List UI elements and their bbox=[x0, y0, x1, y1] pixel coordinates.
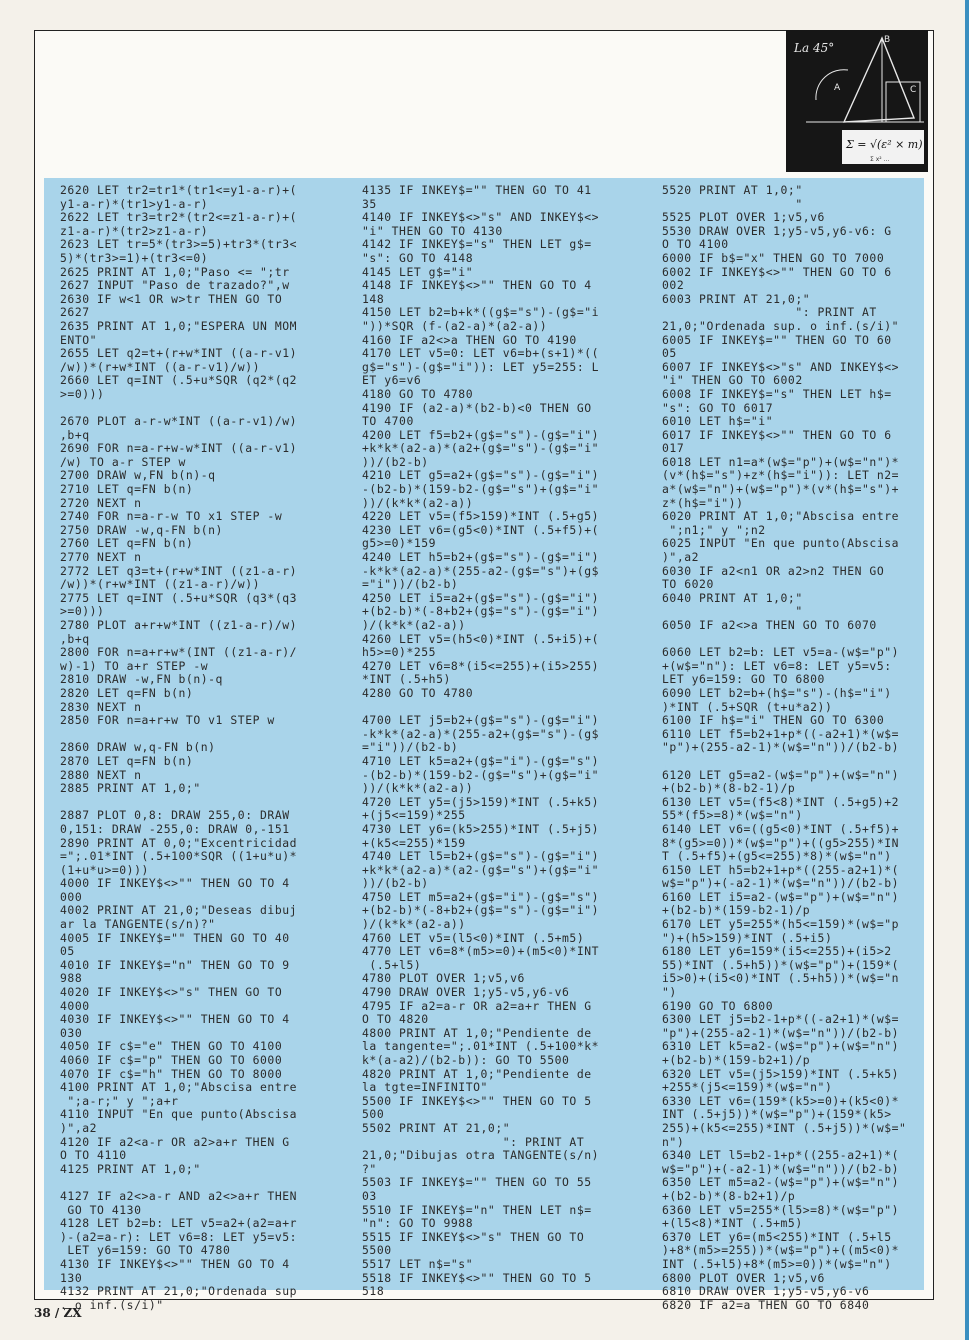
code-line: 35 bbox=[362, 196, 377, 211]
code-line: 5518 IF INKEY$<>"" THEN GO TO 5 bbox=[362, 1270, 592, 1285]
code-line: )+8*(m5>=255))*(w$="p")+((m5<0)* bbox=[662, 1243, 900, 1258]
code-line: 4005 IF INKEY$="" THEN GO TO 40 bbox=[60, 930, 290, 945]
code-line: -(b2-b)*(159-b2-(g$="s")+(g$="i" bbox=[362, 482, 600, 497]
code-line: 2630 IF w<1 OR w>tr THEN GO TO bbox=[60, 291, 283, 306]
code-line: )",a2 bbox=[60, 1120, 98, 1135]
code-line: 4770 LET v6=8*(m5>=0)+(m5<0)*INT bbox=[362, 944, 600, 959]
code-line: 6090 LET b2=b+(h$="s")-(h$="i") bbox=[662, 685, 892, 700]
code-line: +(l5<8)*INT (.5+m5) bbox=[662, 1216, 803, 1231]
code-line: 2635 PRINT AT 1,0;"ESPERA UN MOM bbox=[60, 318, 298, 333]
listing-column-2 bbox=[362, 184, 630, 1299]
code-line: 6800 PLOT OVER 1;v5,v6 bbox=[662, 1270, 825, 1285]
code-line: 6310 LET k5=a2-(w$="p")+(w$="n") bbox=[662, 1039, 900, 1054]
code-line: 518 bbox=[362, 1284, 385, 1299]
code-line: "s": GO TO 4148 bbox=[362, 250, 474, 265]
code-line: O TO 4820 bbox=[362, 1012, 429, 1027]
code-line: 2775 LET q=INT (.5+u*SQR (q3*(q3 bbox=[60, 590, 298, 605]
code-line: 2690 FOR n=a-r+w-w*INT ((a-r-v1) bbox=[60, 441, 298, 456]
code-line: 4050 IF c$="e" THEN GO TO 4100 bbox=[60, 1039, 283, 1054]
code-line: 6170 LET y5=255*(h5<=159)*(w$="p bbox=[662, 917, 900, 932]
code-line: 5500 IF INKEY$<>"" THEN GO TO 5 bbox=[362, 1093, 592, 1108]
code-line: LET y6=159: GO TO 6800 bbox=[662, 672, 825, 687]
code-line: 6130 LET v5=(f5<8)*INT (.5+g5)+2 bbox=[662, 794, 900, 809]
code-line: 2800 FOR n=a+r+w*(INT ((z1-a-r)/ bbox=[60, 645, 298, 660]
code-line: 5503 IF INKEY$="" THEN GO TO 55 bbox=[362, 1175, 592, 1190]
code-line: 2670 PLOT a-r-w*INT ((a-r-v1)/w) bbox=[60, 414, 298, 429]
code-line: 21,0;"Dibujas otra TANGENTE(s/n) bbox=[362, 1148, 600, 1163]
code-line: 4140 IF INKEY$<>"s" AND INKEY$<> bbox=[362, 210, 600, 225]
code-line: "))*SQR (f-(a2-a)*(a2-a)) bbox=[362, 318, 548, 333]
code-line: 5530 DRAW OVER 1;y5-v5,y6-v6: G bbox=[662, 223, 892, 238]
code-line: y1-a-r)*(tr1>y1-a-r) bbox=[60, 196, 209, 211]
code-line: 4270 LET v6=8*(i5<=255)+(i5>255) bbox=[362, 658, 600, 673]
code-line: . o inf.(s/i)" bbox=[60, 1297, 164, 1312]
code-line: 4190 IF (a2-a)*(b2-b)<0 THEN GO bbox=[362, 400, 592, 415]
code-line: )*INT (.5+SQR (t+u*a2)) bbox=[662, 699, 833, 714]
code-line: 4730 LET y6=(k5>255)*INT (.5+j5) bbox=[362, 821, 600, 836]
code-line: " bbox=[662, 196, 803, 211]
code-line: 4260 LET v5=(h5<0)*INT (.5+i5)+( bbox=[362, 631, 600, 646]
code-line: 4100 PRINT AT 1,0;"Abscisa entre bbox=[60, 1080, 298, 1095]
code-line: ";n1;" y ";n2 bbox=[662, 522, 766, 537]
code-line: ,b+q bbox=[60, 631, 90, 646]
code-line: 6140 LET v6=((g5<0)*INT (.5+f5)+ bbox=[662, 821, 900, 836]
code-line: 6820 IF a2=a THEN GO TO 6840 bbox=[662, 1297, 870, 1312]
code-line: 4030 IF INKEY$<>"" THEN GO TO 4 bbox=[60, 1012, 290, 1027]
code-line: 4010 IF INKEY$="n" THEN GO TO 9 bbox=[60, 957, 290, 972]
code-line: 2700 DRAW w,FN b(n)-q bbox=[60, 468, 216, 483]
code-line: 6003 PRINT AT 21,0;" bbox=[662, 291, 811, 306]
illustration-label-b: B bbox=[884, 35, 891, 45]
code-line: 6340 LET l5=b2-1+p*((255-a2+1)*( bbox=[662, 1148, 900, 1163]
code-line: 002 bbox=[662, 278, 685, 293]
code-line: ="i"))/(b2-b) bbox=[362, 577, 459, 592]
code-line: 4000 IF INKEY$<>"" THEN GO TO 4 bbox=[60, 876, 290, 891]
code-line: 2623 LET tr=5*(tr3>=5)+tr3*(tr3< bbox=[60, 237, 298, 252]
illustration-formula: Σ = √(ε² × m) bbox=[846, 138, 923, 151]
code-line: 500 bbox=[362, 1107, 385, 1122]
code-line: 6150 LET h5=b2+1+p*((255-a2+1)*( bbox=[662, 862, 900, 877]
code-line: +(b2-b)*(159-b2-1)/p bbox=[662, 903, 811, 918]
code-line: 4020 IF INKEY$<>"s" THEN GO TO bbox=[60, 985, 283, 1000]
code-line: >=0))) bbox=[60, 604, 105, 619]
code-line: +k*k*(a2-a)*(a2-(g$="s")+(g$="i" bbox=[362, 862, 600, 877]
code-line: 5525 PLOT OVER 1;v5,v6 bbox=[662, 210, 825, 225]
code-line: z*(h$="i")) bbox=[662, 495, 744, 510]
code-line: 6020 PRINT AT 1,0;"Abscisa entre bbox=[662, 509, 900, 524]
code-line: 2760 LET q=FN b(n) bbox=[60, 536, 194, 551]
code-line: ")+(h5>159)*INT (.5+i5) bbox=[662, 930, 833, 945]
code-line: 4142 IF INKEY$="s" THEN LET g$= bbox=[362, 237, 592, 252]
code-line: 4280 GO TO 4780 bbox=[362, 685, 474, 700]
code-line: )/(k*k*(a2-a)) bbox=[362, 917, 466, 932]
code-line: a*(w$="n")+(w$="p")*(v*(h$="s")+ bbox=[662, 482, 900, 497]
code-line: n") bbox=[662, 1134, 685, 1149]
code-line: la tangente=";.01*INT (.5+100*k* bbox=[362, 1039, 600, 1054]
code-line: 6300 LET j5=b2-1+p*((-a2+1)*(w$= bbox=[662, 1012, 900, 1027]
code-line: 6008 IF INKEY$="s" THEN LET h$= bbox=[662, 386, 892, 401]
code-line: 6017 IF INKEY$<>"" THEN GO TO 6 bbox=[662, 427, 892, 442]
code-line: 4750 LET m5=a2+(g$="i")-(g$="s") bbox=[362, 889, 600, 904]
code-line: 05 bbox=[60, 944, 75, 959]
geometry-diagram bbox=[786, 30, 928, 172]
code-line: 4795 IF a2=a-r OR a2=a+r THEN G bbox=[362, 998, 592, 1013]
code-line: ,b+q bbox=[60, 427, 90, 442]
code-line: 2880 NEXT n bbox=[60, 767, 142, 782]
code-line: 4110 INPUT "En que punto(Abscisa bbox=[60, 1107, 298, 1122]
code-line: /w) TO a-r STEP w bbox=[60, 454, 186, 469]
code-line: 5)*(tr3>=1)+(tr3<=0) bbox=[60, 250, 209, 265]
code-line: 2750 DRAW -w,q-FN b(n) bbox=[60, 522, 223, 537]
code-line: 6180 LET y6=159*(i5<=255)+(i5>2 bbox=[662, 944, 892, 959]
code-line: 6330 LET v6=(159*(k5>=0)+(k5<0)* bbox=[662, 1093, 900, 1108]
code-line: INT (.5+l5)+8*(m5>=0))*(w$="n") bbox=[662, 1256, 892, 1271]
code-line: la tgte=INFINITO" bbox=[362, 1080, 488, 1095]
code-line: 6360 LET v5=255*(l5>=8)*(w$="p") bbox=[662, 1202, 900, 1217]
listing-column-1 bbox=[60, 184, 328, 1312]
code-line: 4790 DRAW OVER 1;y5-v5,y6-v6 bbox=[362, 985, 570, 1000]
code-line: 2710 LET q=FN b(n) bbox=[60, 482, 194, 497]
code-line bbox=[362, 701, 630, 715]
code-line: )/(k*k*(a2-a)) bbox=[362, 618, 466, 632]
code-line: 2820 LET q=FN b(n) bbox=[60, 685, 194, 700]
code-line: 6060 LET b2=b: LET v5=a-(w$="p") bbox=[662, 645, 900, 660]
code-line: +(b2-b)*(159-b2+1)/p bbox=[662, 1053, 811, 1067]
code-line: 6100 IF h$="i" THEN GO TO 6300 bbox=[662, 713, 885, 728]
code-line: 6050 IF a2<>a THEN GO TO 6070 bbox=[662, 618, 877, 632]
code-line: O TO 4110 bbox=[60, 1148, 127, 1163]
code-line bbox=[60, 728, 328, 742]
code-line: 4230 LET v6=(g5<0)*INT (.5+f5)+( bbox=[362, 522, 600, 537]
code-line: 4060 IF c$="p" THEN GO TO 6000 bbox=[60, 1053, 283, 1067]
code-line: ": PRINT AT bbox=[362, 1134, 585, 1149]
code-line: O TO 4100 bbox=[662, 237, 729, 252]
page-edge bbox=[965, 0, 969, 1340]
code-line: 6040 PRINT AT 1,0;" bbox=[662, 590, 803, 605]
code-line: " bbox=[662, 604, 803, 619]
code-line: ";a-r;" y ";a+r bbox=[60, 1093, 179, 1108]
code-line: (1+u*u>=0))) bbox=[60, 862, 149, 877]
code-line: 2772 LET q3=t+(r+w*INT ((z1-a-r) bbox=[60, 563, 298, 578]
code-line: h5>=0)*255 bbox=[362, 645, 437, 660]
code-line: 4820 PRINT AT 1,0;"Pendiente de bbox=[362, 1066, 592, 1081]
code-line: 255)+(k5<=255)*INT (.5+j5))*(w$=" bbox=[662, 1120, 907, 1135]
code-line: "i" THEN GO TO 4130 bbox=[362, 223, 503, 238]
code-line: 4250 LET i5=a2+(g$="s")-(g$="i") bbox=[362, 590, 600, 605]
code-line: 130 bbox=[60, 1270, 83, 1285]
code-line: 6018 LET n1=a*(w$="p")+(w$="n")* bbox=[662, 454, 900, 469]
code-line: 6030 IF a2<n1 OR a2>n2 THEN GO bbox=[662, 563, 885, 578]
code-line: 4150 LET b2=b+k*((g$="s")-(g$="i bbox=[362, 305, 600, 320]
code-line: 2627 INPUT "Paso de trazado?",w bbox=[60, 278, 290, 293]
code-line: 6190 GO TO 6800 bbox=[662, 998, 774, 1013]
illustration-label-top: La 45° bbox=[794, 41, 835, 55]
code-line: 4220 LET v5=(f5>159)*INT (.5+g5) bbox=[362, 509, 600, 524]
code-line: 2627 bbox=[60, 305, 90, 320]
code-line: 05 bbox=[662, 346, 677, 361]
code-line: 8*(g5>=0))*(w$="p")+((g5>255)*IN bbox=[662, 835, 900, 850]
code-line: 2870 LET q=FN b(n) bbox=[60, 753, 194, 768]
code-line: ET y6=v6 bbox=[362, 373, 422, 388]
code-line: 4720 LET y5=(j5>159)*INT (.5+k5) bbox=[362, 794, 600, 809]
code-line: 4130 IF INKEY$<>"" THEN GO TO 4 bbox=[60, 1256, 290, 1271]
code-line bbox=[60, 1176, 328, 1190]
code-line: 4127 IF a2<>a-r AND a2<>a+r THEN bbox=[60, 1188, 298, 1203]
code-line: 4700 LET j5=b2+(g$="s")-(g$="i") bbox=[362, 713, 600, 728]
code-line: 2890 PRINT AT 0,0;"Excentricidad bbox=[60, 835, 298, 850]
geometry-illustration bbox=[786, 30, 928, 172]
code-line: +(w$="n"): LET v6=8: LET y5=v5: bbox=[662, 658, 892, 673]
code-line: TO 6020 bbox=[662, 577, 714, 592]
code-line: 4210 LET g5=a2+(g$="s")-(g$="i") bbox=[362, 468, 600, 483]
code-line: 2660 LET q=INT (.5+u*SQR (q2*(q2 bbox=[60, 373, 298, 388]
code-line: w)-1) TO a+r STEP -w bbox=[60, 658, 209, 673]
code-line: +(b2-b)*(-8+b2+(g$="s")-(g$="i") bbox=[362, 604, 600, 619]
code-line: 5510 IF INKEY$="n" THEN LET n$= bbox=[362, 1202, 592, 1217]
code-line: 2860 DRAW w,q-FN b(n) bbox=[60, 740, 216, 755]
code-line: "p")+(255-a2-1)*(w$="n"))/(b2-b) bbox=[662, 1025, 900, 1040]
code-line: +255*(j5<=159)*(w$="n") bbox=[662, 1080, 833, 1095]
code-line: 4135 IF INKEY$="" THEN GO TO 41 bbox=[362, 183, 592, 197]
code-line: -k*k*(a2-a)*(255-a2-(g$="s")+(g$ bbox=[362, 563, 600, 578]
code-line: 4240 LET h5=b2+(g$="s")-(g$="i") bbox=[362, 550, 600, 565]
code-line: 4128 LET b2=b: LET v5=a2+(a2=a+r bbox=[60, 1216, 298, 1231]
code-line: 4800 PRINT AT 1,0;"Pendiente de bbox=[362, 1025, 592, 1040]
code-line: 6025 INPUT "En que punto(Abscisa bbox=[662, 536, 900, 551]
code-line: 6000 IF b$="x" THEN GO TO 7000 bbox=[662, 250, 885, 265]
code-line: 2830 NEXT n bbox=[60, 699, 142, 714]
code-line: 03 bbox=[362, 1188, 377, 1203]
code-line: 6010 LET h$="i" bbox=[662, 414, 774, 429]
code-line: 4160 IF a2<>a THEN GO TO 4190 bbox=[362, 332, 577, 347]
code-line: 017 bbox=[662, 441, 685, 456]
code-line: 6110 LET f5=b2+1+p*((-a2+1)*(w$= bbox=[662, 726, 900, 741]
code-line bbox=[60, 402, 328, 416]
code-line: ))/(k*k*(a2-a)) bbox=[362, 495, 474, 510]
code-line: 4002 PRINT AT 21,0;"Deseas dibuj bbox=[60, 903, 298, 918]
code-line: 5500 bbox=[362, 1243, 392, 1258]
code-line: *INT (.5+h5) bbox=[362, 672, 451, 687]
code-line bbox=[662, 633, 924, 647]
code-line: 2622 LET tr3=tr2*(tr2<=z1-a-r)+( bbox=[60, 210, 298, 225]
code-line: 6002 IF INKEY$<>"" THEN GO TO 6 bbox=[662, 264, 892, 279]
code-line: 4070 IF c$="h" THEN GO TO 8000 bbox=[60, 1066, 283, 1081]
code-line: 5517 LET n$="s" bbox=[362, 1256, 474, 1271]
code-line: 5520 PRINT AT 1,0;" bbox=[662, 183, 803, 197]
code-line: +(b2-b)*(-8+b2+(g$="s")-(g$="i") bbox=[362, 903, 600, 918]
code-line: /w))*(r+w*INT ((a-r-v1)/w)) bbox=[60, 359, 261, 374]
code-line: 2655 LET q2=t+(r+w*INT ((a-r-v1) bbox=[60, 346, 298, 361]
code-line: 2850 FOR n=a+r+w TO v1 STEP w bbox=[60, 713, 275, 728]
code-line: 6120 LET g5=a2-(w$="p")+(w$="n") bbox=[662, 767, 900, 782]
code-line: ") bbox=[662, 985, 677, 1000]
code-line: +(j5<=159)*255 bbox=[362, 808, 466, 823]
code-line: ))/(b2-b) bbox=[362, 454, 429, 469]
code-line: +(b2-b)*(8-b2-1)/p bbox=[662, 781, 796, 796]
code-line: 4780 PLOT OVER 1;v5,v6 bbox=[362, 971, 525, 986]
code-line: =";.01*INT (.5+100*SQR ((1+u*u)* bbox=[60, 849, 298, 864]
illustration-label-a: A bbox=[834, 83, 841, 93]
code-line: 2720 NEXT n bbox=[60, 495, 142, 510]
listing-column-3 bbox=[662, 184, 924, 1312]
code-line: w$="p")+(-a2-1)*(w$="n"))/(b2-b) bbox=[662, 876, 900, 891]
code-line: 4145 LET g$="i" bbox=[362, 264, 474, 279]
code-line: /w))*(r+w*INT ((z1-a-r)/w)) bbox=[60, 577, 261, 592]
code-line: LET y6=159: GO TO 4780 bbox=[60, 1243, 231, 1258]
code-line: -k*k*(a2-a)*(255-a2+(g$="s")-(g$ bbox=[362, 726, 600, 741]
code-line bbox=[60, 796, 328, 810]
code-line bbox=[662, 755, 924, 769]
code-line: ": PRINT AT bbox=[662, 305, 877, 320]
code-line: "p")+(255-a2-1)*(w$="n"))/(b2-b) bbox=[662, 740, 900, 755]
code-line: 21,0;"Ordenada sup. o inf.(s/i)" bbox=[662, 318, 900, 333]
code-line: (.5+l5) bbox=[362, 957, 422, 972]
illustration-label-c: C bbox=[910, 85, 917, 95]
code-line: g5>=0)*159 bbox=[362, 536, 437, 551]
code-line: g$="s")-(g$="i")): LET y5=255: L bbox=[362, 359, 600, 374]
code-line: "i" THEN GO TO 6002 bbox=[662, 373, 803, 388]
code-line: ))/(k*k*(a2-a)) bbox=[362, 781, 474, 796]
code-line: 988 bbox=[60, 971, 83, 986]
code-line: 000 bbox=[60, 889, 83, 904]
code-line: +k*k*(a2-a)*(a2+(g$="s")-(g$="i" bbox=[362, 441, 600, 456]
code-line: 4740 LET l5=b2+(g$="s")-(g$="i") bbox=[362, 849, 600, 864]
code-line: "s": GO TO 6017 bbox=[662, 400, 774, 415]
code-line: 5515 IF INKEY$<>"s" THEN GO TO bbox=[362, 1229, 585, 1244]
code-line: GO TO 4130 bbox=[60, 1202, 142, 1217]
code-line: "n": GO TO 9988 bbox=[362, 1216, 474, 1231]
code-line: ))/(b2-b) bbox=[362, 876, 429, 891]
code-line: z1-a-r)*(tr2>z1-a-r) bbox=[60, 223, 209, 238]
code-line: 2625 PRINT AT 1,0;"Paso <= ";tr bbox=[60, 264, 290, 279]
code-line: 5502 PRINT AT 21,0;" bbox=[362, 1120, 511, 1135]
code-line: ENTO" bbox=[60, 332, 98, 347]
code-line: )-(a2=a-r): LET v6=8: LET y5=v5: bbox=[60, 1229, 298, 1244]
page-folio: 38 / ZX bbox=[34, 1306, 82, 1320]
code-line: 6320 LET v5=(j5>159)*INT (.5+k5) bbox=[662, 1066, 900, 1081]
code-line: INT (.5+j5))*(w$="p")+(159*(k5> bbox=[662, 1107, 892, 1122]
code-line: 2885 PRINT AT 1,0;" bbox=[60, 781, 201, 796]
code-line: )",a2 bbox=[662, 550, 700, 565]
code-line: 6350 LET m5=a2-(w$="p")+(w$="n") bbox=[662, 1175, 900, 1190]
code-line: 4760 LET v5=(l5<0)*INT (.5+m5) bbox=[362, 930, 585, 945]
code-line: 2740 FOR n=a-r-w TO x1 STEP -w bbox=[60, 509, 283, 524]
code-line: 4200 LET f5=b2+(g$="s")-(g$="i") bbox=[362, 427, 600, 442]
code-line: 6005 IF INKEY$="" THEN GO TO 60 bbox=[662, 332, 892, 347]
code-line: 55)*INT (.5+h5))*(w$="p")+(159*( bbox=[662, 957, 900, 972]
code-line: 4120 IF a2<a-r OR a2>a+r THEN G bbox=[60, 1134, 290, 1149]
code-line: 4180 GO TO 4780 bbox=[362, 386, 474, 401]
code-line: ?" bbox=[362, 1161, 377, 1176]
code-line: k*(a-a2)/(b2-b)): GO TO 5500 bbox=[362, 1053, 570, 1067]
code-line: i5>0)+(i5<0)*INT (.5+h5))*(w$="n bbox=[662, 971, 900, 986]
code-line: w$="p")+(-a2-1)*(w$="n"))/(b2-b) bbox=[662, 1161, 900, 1176]
code-line: 2810 DRAW -w,FN b(n)-q bbox=[60, 672, 223, 687]
code-line: 55*(f5>=8)*(w$="n") bbox=[662, 808, 803, 823]
code-line: 4000 bbox=[60, 998, 90, 1013]
code-line: 4132 PRINT AT 21,0;"Ordenada sup bbox=[60, 1284, 298, 1299]
illustration-caption: Σ x² ... bbox=[870, 156, 890, 163]
code-line: (v*(h$="s")+z*(h$="i")): LET n2= bbox=[662, 468, 900, 483]
code-line: 030 bbox=[60, 1025, 83, 1040]
code-line: 4710 LET k5=a2+(g$="i")-(g$="s") bbox=[362, 753, 600, 768]
code-line: 0,151: DRAW -255,0: DRAW 0,-151 bbox=[60, 821, 290, 836]
code-line: TO 4700 bbox=[362, 414, 414, 429]
code-line: 6160 LET i5=a2-(w$="p")+(w$="n") bbox=[662, 889, 900, 904]
code-line: 6007 IF INKEY$<>"s" AND INKEY$<> bbox=[662, 359, 900, 374]
code-line: +(b2-b)*(8-b2+1)/p bbox=[662, 1188, 796, 1203]
code-line: 2770 NEXT n bbox=[60, 550, 142, 565]
code-line: -(b2-b)*(159-b2-(g$="s")+(g$="i" bbox=[362, 767, 600, 782]
code-line: T (.5+f5)+(g5<=255)*8)*(w$="n") bbox=[662, 849, 892, 864]
code-line: 4125 PRINT AT 1,0;" bbox=[60, 1161, 201, 1176]
code-line: 2620 LET tr2=tr1*(tr1<=y1-a-r)+( bbox=[60, 183, 298, 197]
code-line: 6370 LET y6=(m5<255)*INT (.5+l5 bbox=[662, 1229, 892, 1244]
code-line: >=0))) bbox=[60, 386, 105, 401]
code-line: 2780 PLOT a+r+w*INT ((z1-a-r)/w) bbox=[60, 618, 298, 632]
code-line: 4148 IF INKEY$<>"" THEN GO TO 4 bbox=[362, 278, 592, 293]
code-line: 4170 LET v5=0: LET v6=b+(s+1)*(( bbox=[362, 346, 600, 361]
code-line: 6810 DRAW OVER 1;y5-v5,y6-v6 bbox=[662, 1284, 870, 1299]
code-line: ="i"))/(b2-b) bbox=[362, 740, 459, 755]
code-line: 148 bbox=[362, 291, 385, 306]
code-line: 2887 PLOT 0,8: DRAW 255,0: DRAW bbox=[60, 808, 290, 823]
code-line: +(k5<=255)*159 bbox=[362, 835, 466, 850]
code-line: ar la TANGENTE(s/n)?" bbox=[60, 917, 216, 932]
